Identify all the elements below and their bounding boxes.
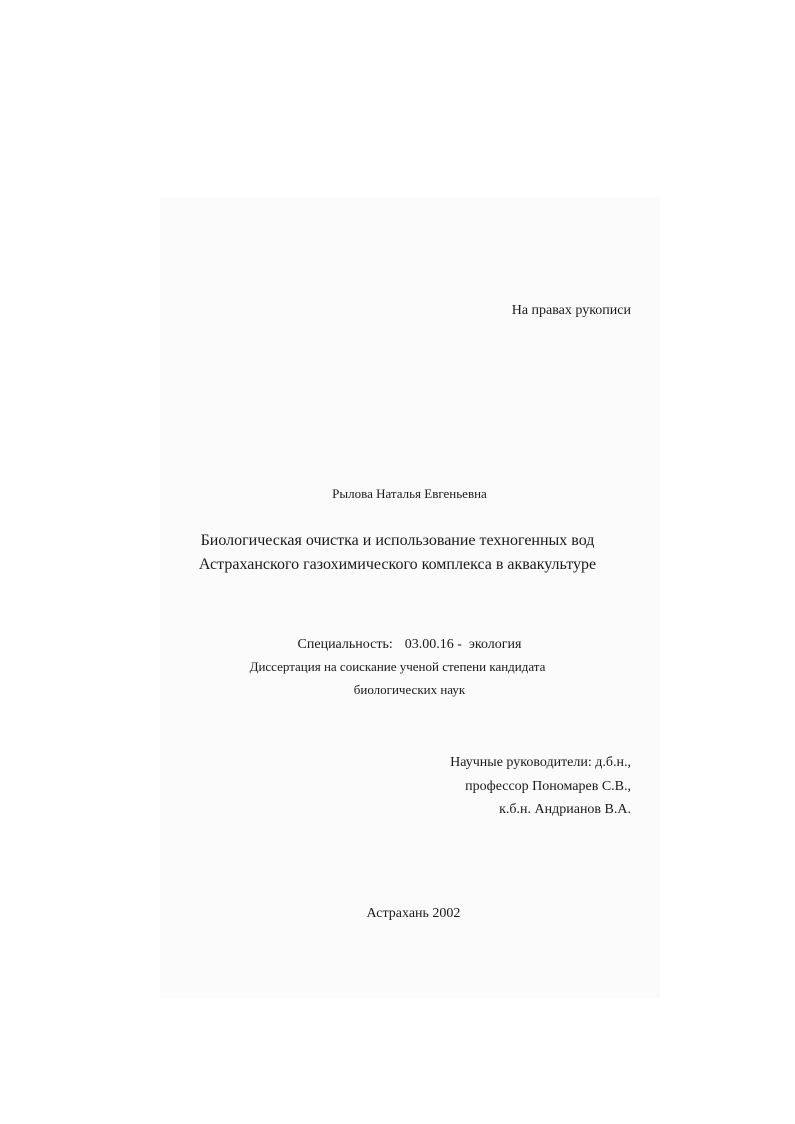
supervisors-line-1: Научные руководители: д.б.н., [450,755,631,770]
thesis-title-line-2: Астраханского газохимического комплекса в аквакультуре [198,556,597,573]
specialty-name: экология [468,637,522,652]
supervisors-line-3: к.б.н. Андрианов В.А. [499,802,631,817]
dissertation-degree-line-1: Диссертация на соискание ученой степени кандидата [249,659,546,674]
supervisors-line-2: профессор Пономарев С.В., [465,779,631,794]
specialty-label: Специальность: [297,637,393,652]
specialty-line [12,638,795,652]
manuscript-rights-note: На правах рукописи [511,303,631,318]
specialty-code: 03.00.16 - [404,637,462,652]
city-year: Астрахань 2002 [366,906,461,921]
author-name: Рылова Наталья Евгеньевна [332,486,487,501]
dissertation-degree-line-2: биологических наук [353,682,466,697]
thesis-title-line-1: Биологическая очистка и использование техногенных вод [200,532,595,549]
scanned-page-area [160,198,660,998]
